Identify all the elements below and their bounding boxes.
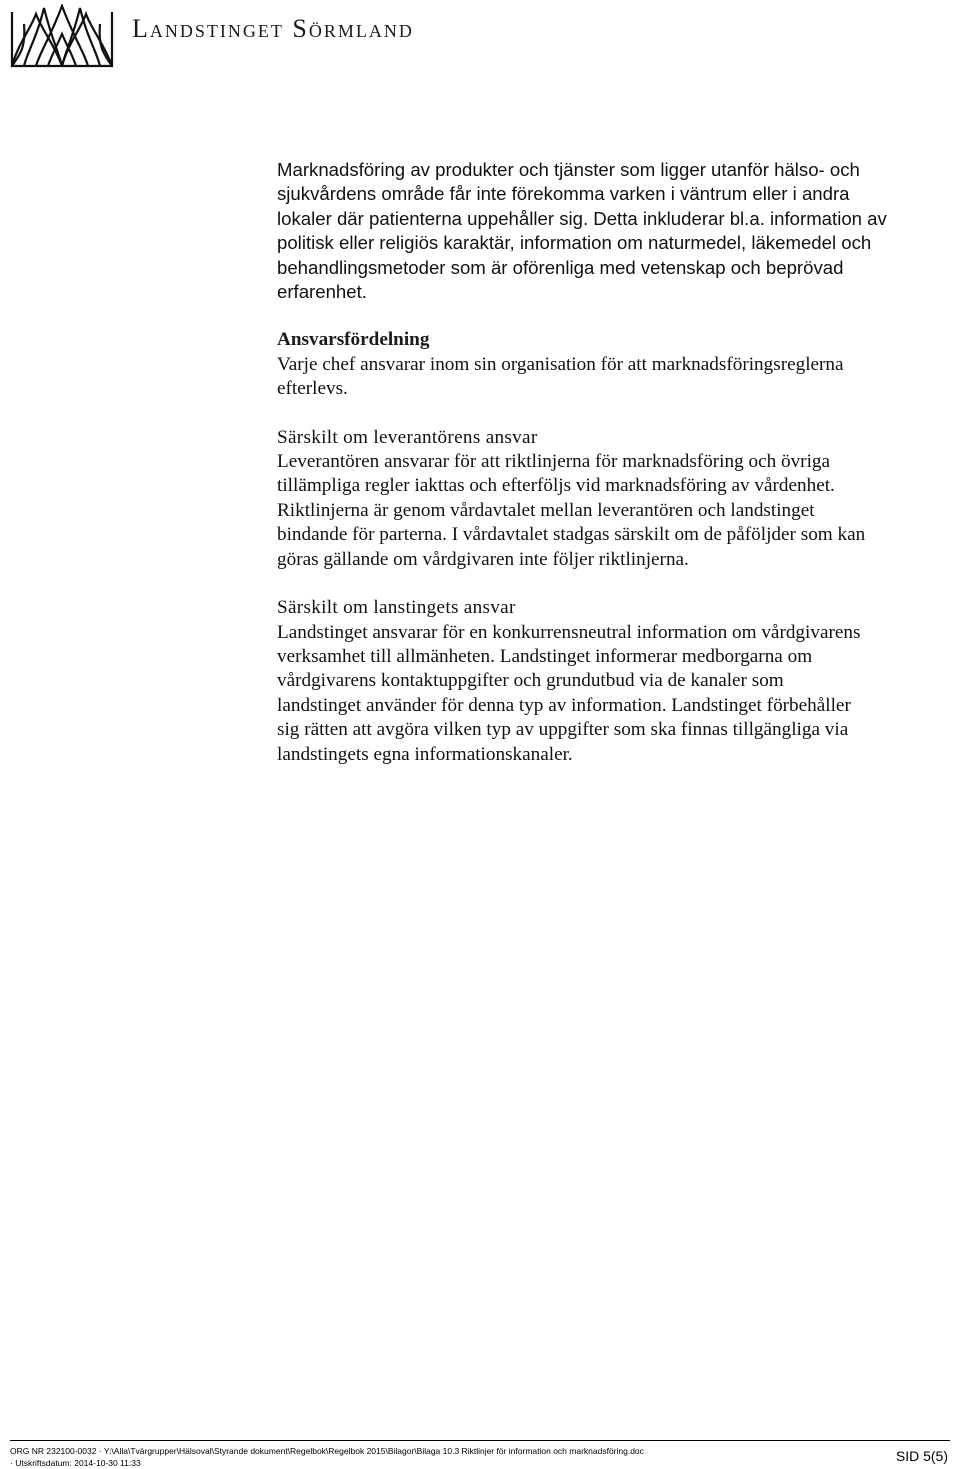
page-footer — [0, 1440, 960, 1468]
landstinget-logo-icon — [10, 4, 114, 70]
section-body: Leverantören ansvarar för att riktlinjerna för marknadsföring och övriga tillämpliga regler iakttas och efterföljs vid marknadsföring av vårdenhet. Riktlinjerna är genom vårdavtalet mellan leverantören och landstinget bindande för parterna. I vårdavtalet stadgas särskilt om de påföljder som kan göras gällande om vårdgivaren inte följer riktlinjerna. — [277, 451, 866, 570]
section-heading: Ansvarsfördelning — [277, 329, 430, 351]
intro-paragraph: Marknadsföring av produkter och tjänster som ligger utanför hälso- och sjukvårdens område får inte förekomma varken i väntrum eller i andra lokaler där patienterna uppehåller sig. Detta inkluderar bl.a. information av politisk eller religiös karaktär, information om naturmedel, läkemedel och behandlingsmetoder som är oförenliga med vetenskap och beprövad erfarenhet. — [277, 159, 887, 303]
page-number: SID 5(5) — [895, 1448, 948, 1464]
footer-print-date: · Utskriftsdatum: 2014-10-30 11:33 — [10, 1458, 141, 1468]
section-body: Landstinget ansvarar för en konkurrensneutral information om vårdgivarens verksamhet till allmänheten. Landstinget informerar medborgarna om vårdgivarens kontaktuppgifter och grundutbud via de kanaler som landstinget använder för denna typ av information. Landstinget förbehåller sig rätten att avgöra vilken typ av uppgifter som ska finnas tillgängliga via landstingets egna informationskanaler. — [277, 621, 861, 765]
footer-path: ORG NR 232100-0032 · Y:\Alla\Tvärgrupper\Hälsoval\Styrande dokument\Regelbok\Regelbok 2015\Bilagor\Bilaga 10.3 Riktlinjer för information och marknadsföring.doc — [10, 1446, 644, 1456]
organization-name: Landstinget Sörmland — [132, 14, 414, 43]
section-heading: Särskilt om leverantörens ansvar — [277, 426, 538, 448]
section-heading: Särskilt om lanstingets ansvar — [277, 597, 516, 619]
section-body: Varje chef ansvarar inom sin organisation för att marknadsföringsreglerna efterlevs. — [277, 353, 844, 400]
section-supplier-responsibility — [277, 426, 960, 572]
page-header — [0, 0, 960, 80]
footer-divider — [10, 1440, 950, 1441]
section-county-responsibility — [277, 596, 960, 767]
footer-document-info — [10, 1445, 644, 1469]
section-responsibility — [277, 328, 960, 401]
document-body — [277, 158, 960, 767]
